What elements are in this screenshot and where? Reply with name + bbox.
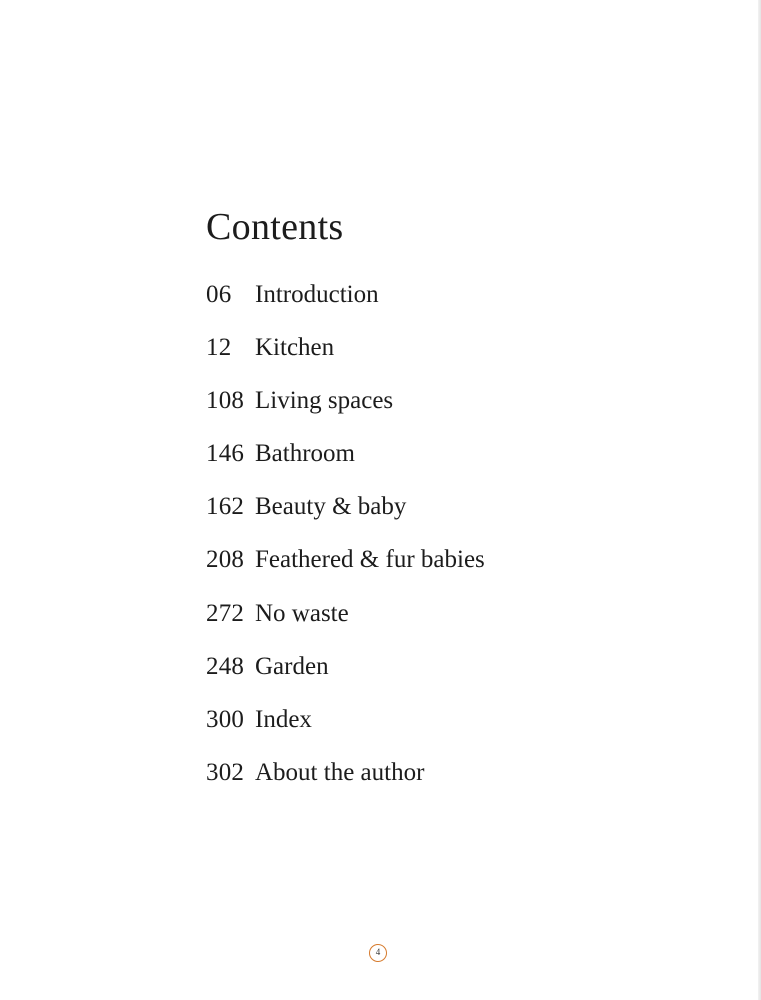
toc-entry-kitchen [206,321,626,374]
toc-section-title: Kitchen [255,334,335,362]
toc-section-title: Garden [255,652,329,680]
toc-page-number: 108 [206,387,245,415]
toc-entry-bathroom [206,427,626,480]
toc-entry-no-waste [206,587,626,640]
toc-section-title: Bathroom [255,440,355,468]
toc-section-title: About the author [255,758,425,786]
toc-entry-garden [206,640,626,693]
toc-page-number: 302 [206,758,245,786]
toc-section-title: Introduction [255,281,379,308]
toc-section-title: No waste [255,599,349,627]
toc-page-number: 248 [206,652,245,680]
toc-page-number: 162 [206,493,245,521]
toc-page-number: 300 [206,705,245,733]
table-of-contents [206,204,626,799]
toc-section-title: Living spaces [255,387,394,415]
folio-page-number: 4 [369,944,387,962]
toc-page-number: 12 [206,334,232,362]
toc-entry-introduction [206,268,626,321]
page-title: Contents [206,206,344,248]
toc-section-title: Feathered & fur babies [255,546,485,574]
toc-entry-feathered-fur-babies [206,533,626,586]
toc-page-number: 06 [206,281,232,308]
toc-section-title: Index [255,705,312,733]
toc-page-number: 146 [206,440,245,468]
toc-section-title: Beauty & baby [255,493,407,521]
toc-page-number: 272 [206,599,245,627]
toc-entry-index [206,693,626,746]
toc-entry-about-the-author [206,746,626,799]
toc-page-number: 208 [206,546,245,574]
toc-entry-beauty-baby [206,480,626,533]
toc-entry-living-spaces [206,374,626,427]
toc-list [206,268,626,799]
